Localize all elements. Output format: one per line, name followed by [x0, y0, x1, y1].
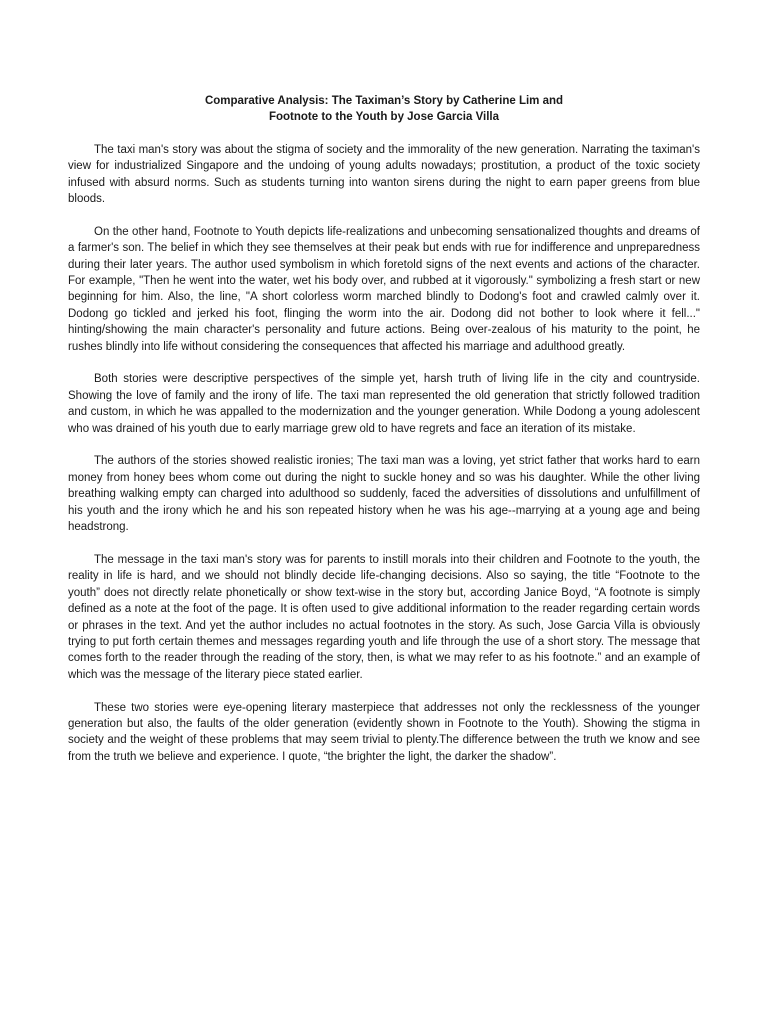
document-title: [68, 93, 700, 126]
title-line-2: Footnote to the Youth by Jose Garcia Villa: [268, 111, 500, 124]
paragraph-6: These two stories were eye-opening literary masterpiece that addresses not only the recklessness of the younger generation but also, the faults of the older generation (evidently shown in Footnote to the Youth). Showing the stigma in society and the weight of these problems that may seem trivial to plenty.The difference between the truth we know and see from the truth we believe and experience. I quote, “the brighter the light, the darker the shadow”.: [68, 701, 700, 763]
paragraph-2: On the other hand, Footnote to Youth depicts life-realizations and unbecoming sensationalized thoughts and dreams of a farmer's son. The belief in which they see themselves at their peak but ends with rue for indifference and unpreparedness during their later years. The author used symbolism in which foretold signs of the next events and actions of the character. For example, "Then he went into the water, wet his body over, and rubbed at it vigorously." symbolizing a fresh start or new beginning for him. Also, the line, "A short colorless worm marched blindly to Dodong's foot and crawled calmly over it. Dodong go tickled and jerked his foot, flinging the worm into the air. Dodong did not bother to look where it fell..." hinting/showing the main character's personality and future actions. Being over-zealous of his maturity to the point, he rushes blindly into life without considering the consequences that affected his marriage and adulthood greatly.: [68, 225, 700, 353]
document-body: [68, 93, 700, 782]
paragraph-4: The authors of the stories showed realistic ironies; The taxi man was a loving, yet strict father that works hard to earn money from honey bees whom come out during the night to suckle honey and so was his daughter. While the other living breathing walking empty can charged into adulthood so suddenly, faced the adversities of dissolutions and unfulfillment of his youth and the irony which he and his son repeated history when he was his age--marrying at a young age and being headstrong.: [68, 455, 700, 534]
paragraph-3: Both stories were descriptive perspectives of the simple yet, harsh truth of living life in the city and countryside. Showing the love of family and the irony of life. The taxi man represented the old generation that strictly followed tradition and custom, in which he was appalled to the modernization and the younger generation. While Dodong a young adolescent who was drained of his youth due to early marriage grew old to have regrets and face an iteration of its mistake.: [68, 373, 700, 435]
paragraph-1: The taxi man's story was about the stigma of society and the immorality of the new generation. Narrating the taximan's view for industrialized Singapore and the undoing of young adults nowadays; prostitution, a product of the toxic society infused with absurd norms. Such as students turning into wanton sirens during the night to earn paper greens from blue bloods.: [68, 143, 700, 206]
title-line-1: Comparative Analysis: The Taximan’s Story by Catherine Lim and: [204, 95, 564, 107]
paragraph-5: The message in the taxi man's story was for parents to instill morals into their children and Footnote to the youth, the reality in life is hard, and we should not blindly decide life-changing decisions. Also so saying, the title “Footnote to the youth” does not directly relate phonetically or show text-wise in the story but, according Janice Boyd, “A footnote is simply defined as a note at the foot of the page. It is often used to give additional information to the reader regarding certain words or phrases in the text. And yet the author includes no actual footnotes in the story. As such, Jose Garcia Villa is obviously trying to put forth certain themes and messages regarding youth and life through the use of a short story. The message that comes forth to the reader through the reading of the story, then, is what we may refer to as his footnote.” and an example of which was the message of the literary piece stated earlier.: [68, 553, 700, 681]
